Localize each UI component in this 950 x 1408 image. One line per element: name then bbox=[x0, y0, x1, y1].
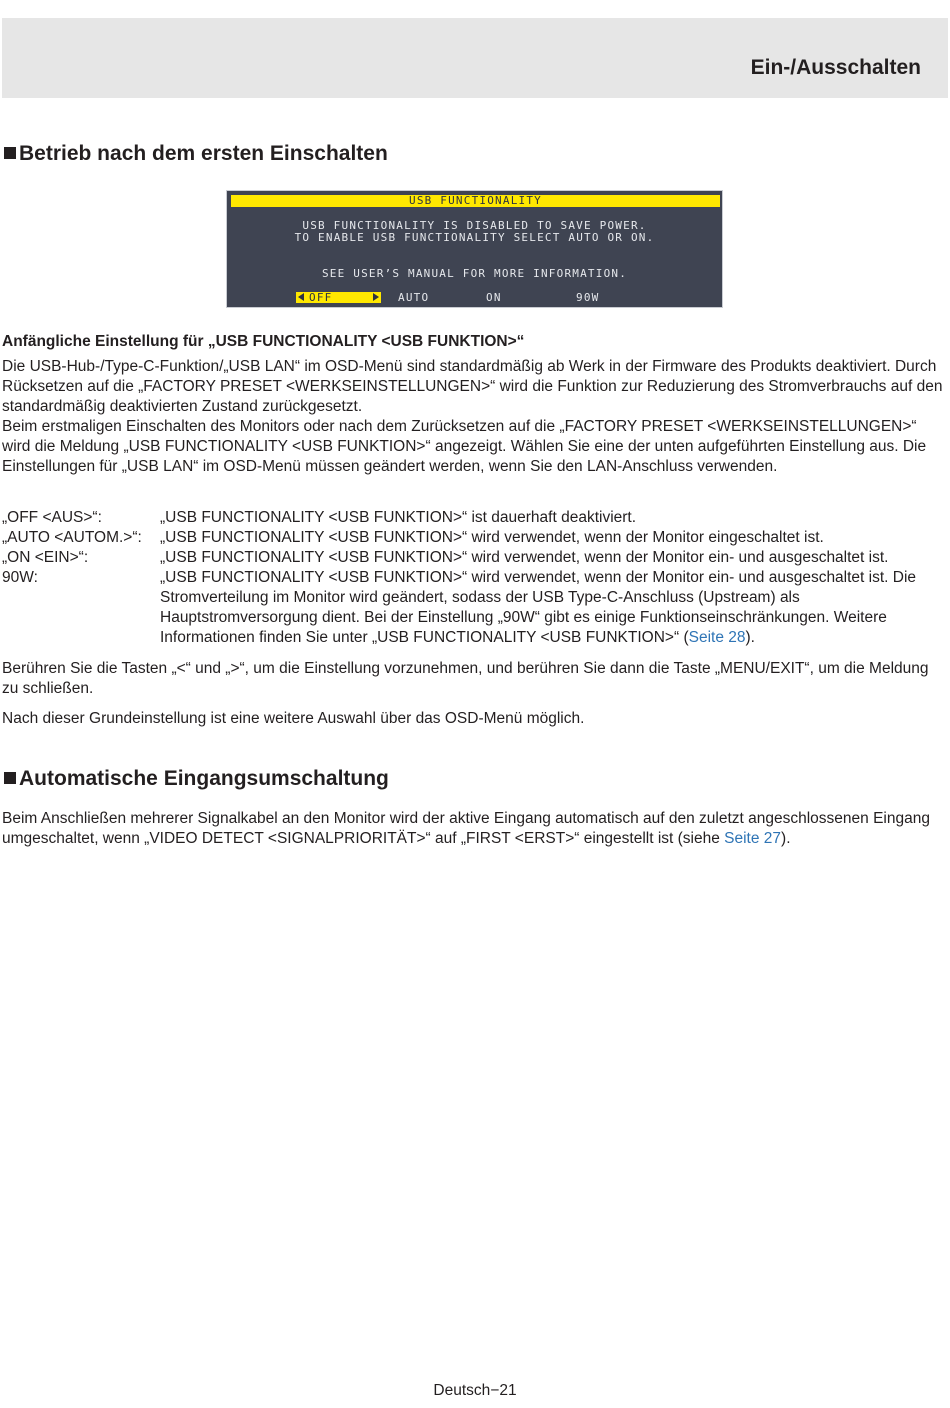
definition-row bbox=[2, 568, 946, 648]
paragraph: Berühren Sie die Tasten „<“ und „>“, um die Einstellung vorzunehmen, und berühren Sie dann die Taste „MENU/EXIT“, um die Meldung zu schließen. bbox=[2, 660, 929, 697]
definition-description bbox=[160, 568, 946, 648]
paragraph-text-tail: ). bbox=[781, 830, 791, 847]
definition-term: „AUTO <AUTOM.>“: bbox=[2, 529, 142, 546]
definition-term: „OFF <AUS>“: bbox=[2, 509, 102, 526]
paragraph: Beim erstmaligen Einschalten des Monitors oder nach dem Zurücksetzen auf die „FACTORY PRESET <WERKSEINSTELLUNGEN>“ wird die Meldung „USB FUNCTIONALITY <USB FUNKTION>“ angezeigt. Wählen Sie eine der unten aufgeführten Einstellung aus. Die Einstellungen für „USB LAN“ im OSD-Menü müssen geändert werden, wenn Sie den LAN-Anschluss verwenden. bbox=[2, 418, 927, 475]
osd-option-90w: 90W bbox=[576, 291, 600, 304]
osd-option-auto: AUTO bbox=[398, 291, 430, 304]
osd-title: USB FUNCTIONALITY bbox=[231, 195, 720, 207]
square-bullet-icon bbox=[4, 772, 16, 784]
definition-description: „USB FUNCTIONALITY <USB FUNKTION>“ ist dauerhaft deaktiviert. bbox=[160, 509, 637, 526]
paragraph: Die USB-Hub-/Type-C-Funktion/„USB LAN“ im OSD-Menü sind standardmäßig ab Werk in der Firmware des Produkts deaktiviert. Durch Rücksetzen auf die „FACTORY PRESET <WERKSEINSTELLUNGEN>“ wird die Funktion zur Reduzierung des Stromverbrauchs auf den standardmäßig deaktivierten Zustand zurückgesetzt. bbox=[2, 358, 943, 415]
right-arrow-icon bbox=[373, 293, 379, 301]
osd-option-off-selected bbox=[296, 292, 381, 303]
definition-description: „USB FUNCTIONALITY <USB FUNKTION>“ wird verwendet, wenn der Monitor eingeschaltet ist. bbox=[160, 529, 824, 546]
osd-message-line: USB FUNCTIONALITY IS DISABLED TO SAVE POWER. bbox=[302, 219, 647, 232]
subheading-initial-setting: Anfängliche Einstellung für „USB FUNCTIONALITY <USB FUNKTION>“ bbox=[2, 333, 525, 350]
osd-usb-functionality-screenshot bbox=[226, 190, 723, 308]
osd-option-on: ON bbox=[486, 291, 502, 304]
section-heading-first-power-on bbox=[4, 142, 388, 166]
section-heading-text: Betrieb nach dem ersten Einschalten bbox=[19, 142, 388, 165]
paragraph bbox=[2, 809, 946, 849]
left-arrow-icon bbox=[298, 293, 304, 301]
page-number: Deutsch−21 bbox=[433, 1382, 517, 1399]
definition-term: 90W: bbox=[2, 569, 38, 586]
osd-message-line: TO ENABLE USB FUNCTIONALITY SELECT AUTO OR ON. bbox=[294, 231, 655, 244]
osd-option-label: OFF bbox=[309, 291, 333, 304]
osd-message-line: SEE USER’S MANUAL FOR MORE INFORMATION. bbox=[321, 267, 628, 280]
definition-row bbox=[2, 508, 946, 528]
definition-row bbox=[2, 528, 946, 548]
paragraph-text: Beim Anschließen mehrerer Signalkabel an den Monitor wird der aktive Eingang automatisch auf den zuletzt angeschlossenen Eingang umgeschaltet, wenn „VIDEO DETECT <SIGNALPRIORITÄT>“ auf „FIRST <ERST>“ eingestellt ist (siehe bbox=[2, 810, 930, 847]
page-27-link[interactable]: Seite 27 bbox=[724, 830, 782, 847]
definition-text: „USB FUNCTIONALITY <USB FUNKTION>“ wird verwendet, wenn der Monitor ein- und ausgeschaltet ist. Die Stromverteilung im Monitor wird geändert, sodass der USB Type-C-Anschluss (Upstream) als Hauptstromversorgung dient. Bei der Einstellung „90W“ gibt es einige Funktionseinschränkungen. Weitere Informationen finden Sie unter „USB FUNCTIONALITY <USB FUNKTION>“ ( bbox=[160, 569, 917, 646]
section-heading-auto-input bbox=[4, 767, 389, 791]
definition-text-tail: ). bbox=[745, 629, 755, 646]
definition-term: „ON <EIN>“: bbox=[2, 549, 89, 566]
square-bullet-icon bbox=[4, 147, 16, 159]
section-heading-text: Automatische Eingangsumschaltung bbox=[19, 767, 389, 790]
definition-row bbox=[2, 548, 946, 568]
paragraph: Nach dieser Grundeinstellung ist eine weitere Auswahl über das OSD-Menü möglich. bbox=[2, 710, 585, 727]
chapter-title: Ein-/Ausschalten bbox=[750, 56, 921, 79]
page-28-link[interactable]: Seite 28 bbox=[688, 629, 746, 646]
definition-description: „USB FUNCTIONALITY <USB FUNKTION>“ wird verwendet, wenn der Monitor ein- und ausgeschaltet ist. bbox=[160, 549, 889, 566]
page-header bbox=[2, 18, 948, 98]
setting-definitions bbox=[2, 508, 946, 648]
